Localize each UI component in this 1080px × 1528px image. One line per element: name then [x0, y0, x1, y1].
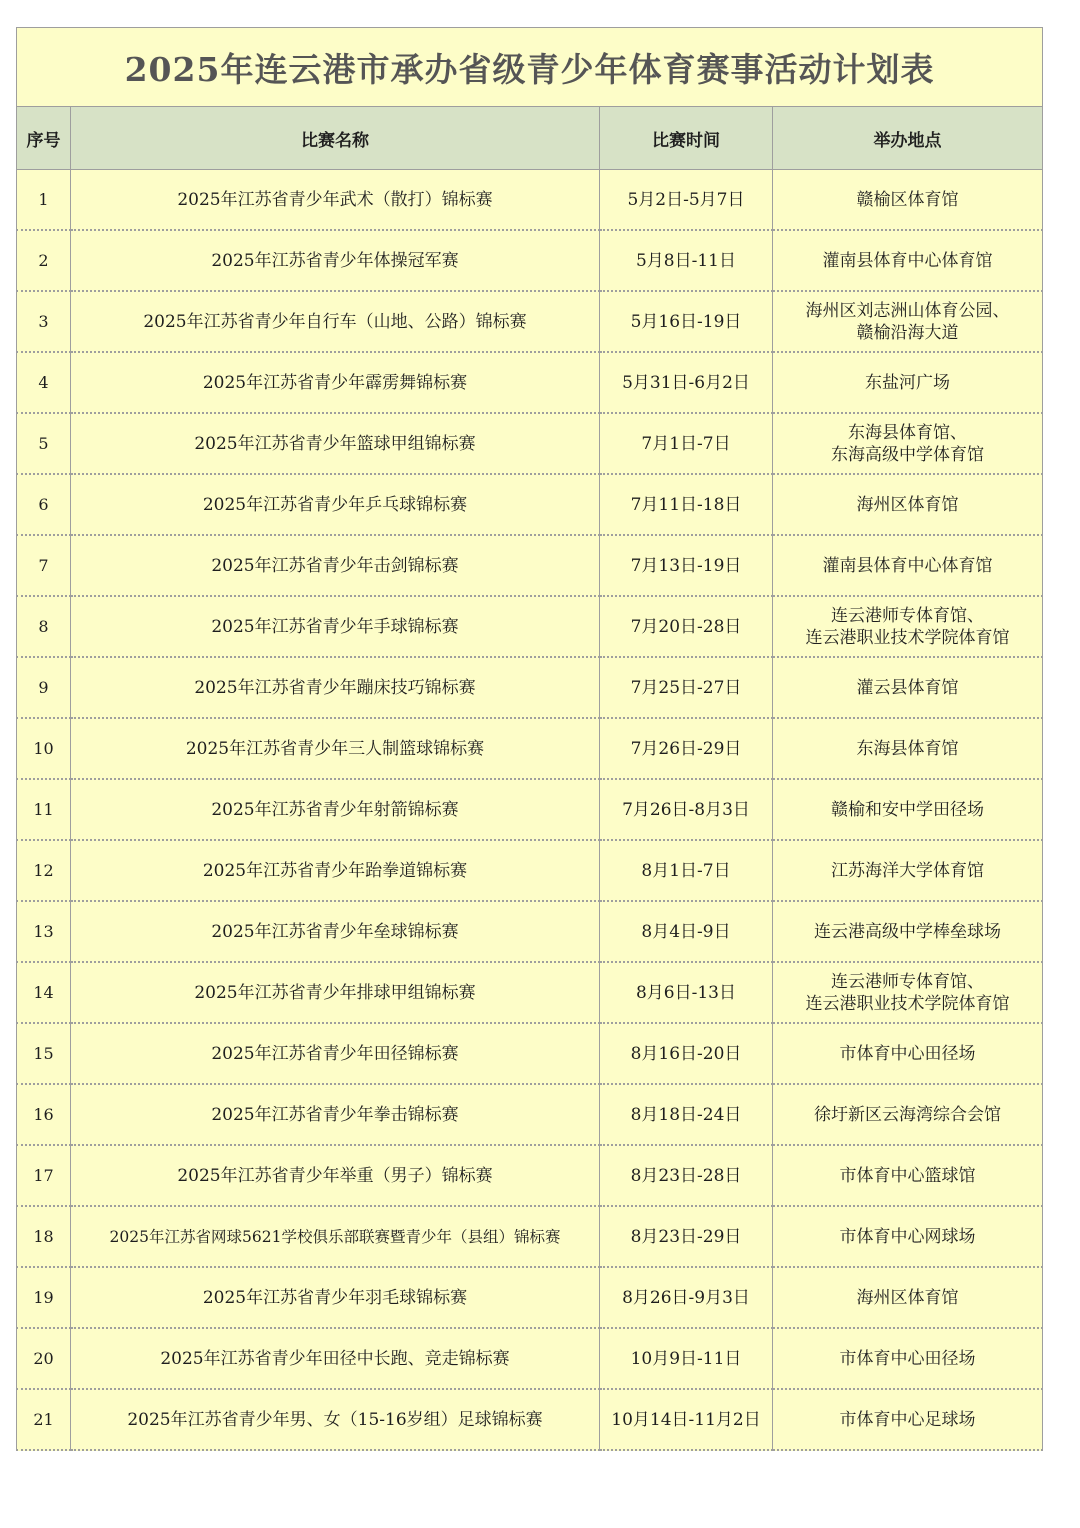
event-time: 10月9日-11日	[600, 1328, 773, 1389]
event-venue	[773, 779, 1043, 840]
row-index: 11	[17, 779, 71, 840]
row-index: 16	[17, 1084, 71, 1145]
event-venue	[773, 413, 1043, 474]
table-row	[17, 1023, 1043, 1084]
header-index: 序号	[17, 107, 71, 170]
event-venue	[773, 1084, 1043, 1145]
header-row	[17, 107, 1043, 170]
table-row	[17, 413, 1043, 474]
venue-line: 市体育中心田径场	[839, 1348, 976, 1369]
event-time: 10月14日-11月2日	[600, 1389, 773, 1450]
venue-line: 灌云县体育馆	[856, 677, 959, 698]
table-row	[17, 1145, 1043, 1206]
event-time: 8月23日-28日	[600, 1145, 773, 1206]
event-venue	[773, 718, 1043, 779]
event-name: 2025年江苏省青少年体操冠军赛	[71, 230, 600, 291]
event-name: 2025年江苏省青少年垒球锦标赛	[71, 901, 600, 962]
event-name: 2025年江苏省青少年霹雳舞锦标赛	[71, 352, 600, 413]
venue-line: 东海县体育馆	[856, 738, 959, 759]
row-index: 10	[17, 718, 71, 779]
venue-line: 连云港职业技术学院体育馆	[805, 993, 1010, 1014]
event-time: 7月26日-29日	[600, 718, 773, 779]
row-index: 7	[17, 535, 71, 596]
venue-line: 灌南县体育中心体育馆	[822, 250, 993, 271]
event-venue	[773, 474, 1043, 535]
row-index: 12	[17, 840, 71, 901]
event-name: 2025年江苏省青少年射箭锦标赛	[71, 779, 600, 840]
row-index: 9	[17, 657, 71, 718]
event-venue	[773, 901, 1043, 962]
venue-line: 市体育中心网球场	[839, 1226, 976, 1247]
venue-line: 海州区刘志洲山体育公园、	[805, 300, 1010, 321]
event-name: 2025年江苏省青少年击剑锦标赛	[71, 535, 600, 596]
event-time: 5月2日-5月7日	[600, 170, 773, 231]
venue-line: 东海高级中学体育馆	[831, 444, 985, 465]
event-venue	[773, 1267, 1043, 1328]
event-time: 7月1日-7日	[600, 413, 773, 474]
venue-line: 海州区体育馆	[856, 1287, 959, 1308]
venue-line: 连云港职业技术学院体育馆	[805, 627, 1010, 648]
event-venue	[773, 291, 1043, 352]
event-time: 8月1日-7日	[600, 840, 773, 901]
table-row	[17, 901, 1043, 962]
event-time: 5月8日-11日	[600, 230, 773, 291]
venue-line: 市体育中心田径场	[839, 1043, 976, 1064]
event-venue	[773, 962, 1043, 1023]
row-index: 6	[17, 474, 71, 535]
table-row	[17, 779, 1043, 840]
event-venue	[773, 1206, 1043, 1267]
venue-line: 江苏海洋大学体育馆	[831, 860, 985, 881]
table-row	[17, 535, 1043, 596]
event-name: 2025年江苏省青少年武术（散打）锦标赛	[71, 170, 600, 231]
table-body	[17, 170, 1043, 1451]
event-name: 2025年江苏省青少年乒乓球锦标赛	[71, 474, 600, 535]
event-venue	[773, 657, 1043, 718]
event-time: 8月4日-9日	[600, 901, 773, 962]
row-index: 19	[17, 1267, 71, 1328]
event-name: 2025年江苏省青少年男、女（15-16岁组）足球锦标赛	[71, 1389, 600, 1450]
event-time: 5月31日-6月2日	[600, 352, 773, 413]
event-name: 2025年江苏省青少年自行车（山地、公路）锦标赛	[71, 291, 600, 352]
event-name: 2025年江苏省青少年蹦床技巧锦标赛	[71, 657, 600, 718]
table-row	[17, 474, 1043, 535]
event-venue	[773, 230, 1043, 291]
venue-line: 连云港高级中学棒垒球场	[814, 921, 1002, 942]
row-index: 3	[17, 291, 71, 352]
row-index: 2	[17, 230, 71, 291]
row-index: 15	[17, 1023, 71, 1084]
event-time: 5月16日-19日	[600, 291, 773, 352]
row-index: 20	[17, 1328, 71, 1389]
event-time: 8月16日-20日	[600, 1023, 773, 1084]
row-index: 5	[17, 413, 71, 474]
table-row	[17, 1267, 1043, 1328]
table-row	[17, 170, 1043, 231]
venue-line: 徐圩新区云海湾综合会馆	[814, 1104, 1002, 1125]
event-venue	[773, 352, 1043, 413]
row-index: 13	[17, 901, 71, 962]
event-plan-table	[16, 27, 1043, 1451]
event-time: 8月26日-9月3日	[600, 1267, 773, 1328]
table-row	[17, 291, 1043, 352]
event-time: 8月18日-24日	[600, 1084, 773, 1145]
venue-line: 东盐河广场	[865, 372, 951, 393]
header-venue: 举办地点	[773, 107, 1043, 170]
event-venue	[773, 1389, 1043, 1450]
event-name: 2025年江苏省青少年排球甲组锦标赛	[71, 962, 600, 1023]
venue-line: 东海县体育馆、	[848, 422, 968, 443]
event-name: 2025年江苏省青少年田径锦标赛	[71, 1023, 600, 1084]
table-row	[17, 1389, 1043, 1450]
event-time: 7月13日-19日	[600, 535, 773, 596]
event-venue	[773, 1145, 1043, 1206]
event-time: 7月20日-28日	[600, 596, 773, 657]
venue-line: 灌南县体育中心体育馆	[822, 555, 993, 576]
event-time: 7月26日-8月3日	[600, 779, 773, 840]
table-row	[17, 657, 1043, 718]
venue-line: 赣榆和安中学田径场	[831, 799, 985, 820]
header-event-time: 比赛时间	[600, 107, 773, 170]
event-name: 2025年江苏省青少年跆拳道锦标赛	[71, 840, 600, 901]
event-venue	[773, 840, 1043, 901]
row-index: 14	[17, 962, 71, 1023]
table-row	[17, 1328, 1043, 1389]
venue-line: 连云港师专体育馆、	[831, 605, 985, 626]
event-time: 8月23日-29日	[600, 1206, 773, 1267]
event-venue	[773, 170, 1043, 231]
table-row	[17, 1206, 1043, 1267]
table-title: 2025年连云港市承办省级青少年体育赛事活动计划表	[17, 28, 1043, 107]
event-time: 8月6日-13日	[600, 962, 773, 1023]
event-time: 7月25日-27日	[600, 657, 773, 718]
row-index: 21	[17, 1389, 71, 1450]
row-index: 4	[17, 352, 71, 413]
row-index: 1	[17, 170, 71, 231]
table-row	[17, 962, 1043, 1023]
table-row	[17, 230, 1043, 291]
venue-line: 连云港师专体育馆、	[831, 971, 985, 992]
table-row	[17, 840, 1043, 901]
venue-line: 市体育中心篮球馆	[839, 1165, 976, 1186]
venue-line: 赣榆沿海大道	[856, 322, 959, 343]
event-name: 2025年江苏省青少年举重（男子）锦标赛	[71, 1145, 600, 1206]
event-name: 2025年江苏省网球5621学校俱乐部联赛暨青少年（县组）锦标赛	[71, 1206, 600, 1267]
event-name: 2025年江苏省青少年手球锦标赛	[71, 596, 600, 657]
venue-line: 市体育中心足球场	[839, 1409, 976, 1430]
event-venue	[773, 596, 1043, 657]
venue-line: 海州区体育馆	[856, 494, 959, 515]
row-index: 8	[17, 596, 71, 657]
event-time: 7月11日-18日	[600, 474, 773, 535]
venue-line: 赣榆区体育馆	[856, 189, 959, 210]
event-name: 2025年江苏省青少年拳击锦标赛	[71, 1084, 600, 1145]
event-venue	[773, 535, 1043, 596]
row-index: 18	[17, 1206, 71, 1267]
row-index: 17	[17, 1145, 71, 1206]
event-venue	[773, 1023, 1043, 1084]
event-name: 2025年江苏省青少年田径中长跑、竞走锦标赛	[71, 1328, 600, 1389]
event-name: 2025年江苏省青少年羽毛球锦标赛	[71, 1267, 600, 1328]
header-event-name: 比赛名称	[71, 107, 600, 170]
event-venue	[773, 1328, 1043, 1389]
table-row	[17, 352, 1043, 413]
table-row	[17, 1084, 1043, 1145]
table-row	[17, 718, 1043, 779]
table-row	[17, 596, 1043, 657]
event-name: 2025年江苏省青少年篮球甲组锦标赛	[71, 413, 600, 474]
event-name: 2025年江苏省青少年三人制篮球锦标赛	[71, 718, 600, 779]
